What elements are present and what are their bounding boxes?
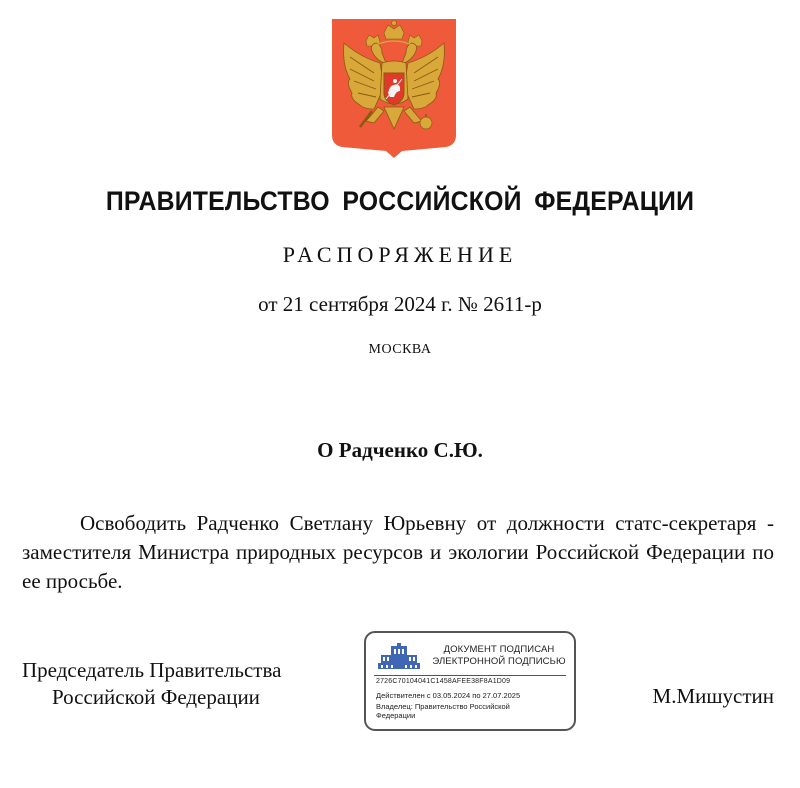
document-date-number: от 21 сентября 2024 г. № 2611-р xyxy=(258,292,542,316)
stamp-header-line1: ДОКУМЕНТ ПОДПИСАН xyxy=(443,644,555,655)
stamp-certificate: 2726C70104041C1458AFEE38F8A1D09 xyxy=(376,678,511,685)
electronic-signature-stamp xyxy=(364,631,576,731)
stamp-owner: Владелец: Правительство Российской Федерации xyxy=(376,702,510,720)
document-body: Освободить Радченко Светлану Юрьевну от должности статс-секретаря - заместителя Министра природных ресурсов и экологии Российской Федерации по ее просьбе. xyxy=(22,511,774,593)
government-title: ПРАВИТЕЛЬСТВО РОССИЙСКОЙ ФЕДЕРАЦИИ xyxy=(105,186,695,216)
document-type: РАСПОРЯЖЕНИЕ xyxy=(282,242,518,267)
document-city: МОСКВА xyxy=(368,342,432,357)
signer-name: М.Мишустин xyxy=(652,684,774,708)
government-house-icon xyxy=(376,643,422,671)
signer-title-line1: Председатель Правительства xyxy=(22,658,282,682)
document-subject: О Радченко С.Ю. xyxy=(317,438,483,462)
russian-coat-of-arms-icon xyxy=(330,17,458,159)
stamp-header-line2: ЭЛЕКТРОННОЙ ПОДПИСЬЮ xyxy=(432,656,566,667)
stamp-divider xyxy=(374,675,566,676)
signer-title-line2: Российской Федерации xyxy=(52,685,260,709)
signer-title xyxy=(22,657,322,711)
stamp-validity: Действителен с 03.05.2024 по 27.07.2025 xyxy=(376,691,521,700)
stamp-header xyxy=(426,644,572,668)
